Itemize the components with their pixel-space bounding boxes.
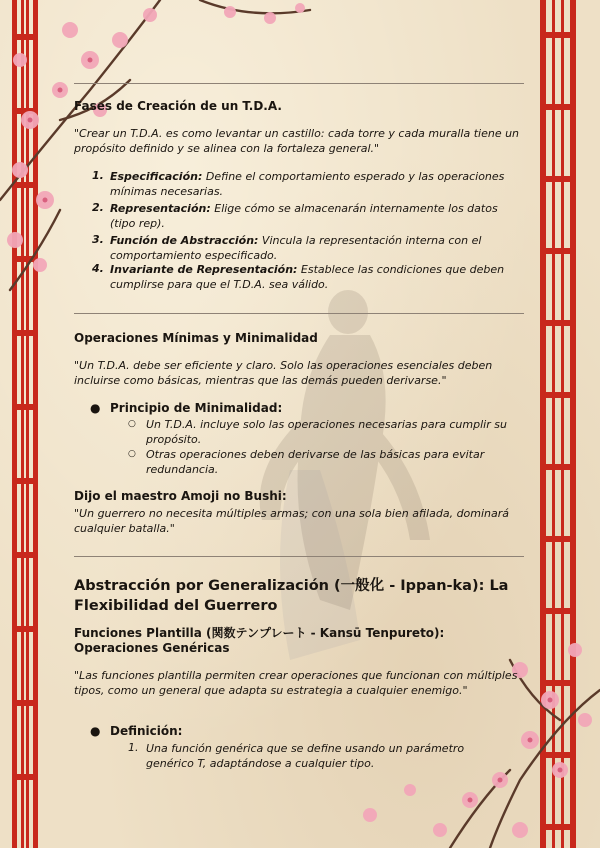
list-item: Especificación: Define el comportamiento esperado y las operaciones mínimas necesarias. — [110, 170, 505, 198]
master-quote: "Un guerrero no necesita múltiples armas; con una sola bien afilada, dominará cualquier batalla." — [74, 507, 510, 535]
section-quote-efficient: "Un T.D.A. debe ser eficiente y claro. Solo las operaciones esenciales deben incluirse como básicas, mientras que las demás pueden derivarse." — [74, 359, 493, 387]
bullet-disc-icon: ● — [90, 724, 101, 738]
list-item: Un T.D.A. incluye solo las operaciones necesarias para cumplir su propósito. — [146, 418, 507, 446]
list-item: Representación: Elige cómo se almacenarán internamente los datos (tipo rep). — [110, 202, 498, 230]
master-heading: Dijo el maestro Amoji no Bushi: — [74, 489, 287, 503]
section-quote-general: "Las funciones plantilla permiten crear operaciones que funcionan con múltiples tipos, como un general que adapta su estrategia a cualquier enemigo." — [74, 669, 518, 697]
divider — [74, 556, 524, 557]
list-item: Otras operaciones deben derivarse de las básicas para evitar redundancia. — [146, 448, 485, 476]
section-heading-operaciones: Operaciones Mínimas y Minimalidad — [74, 331, 318, 345]
list-item: Una función genérica que se define usando un parámetro genérico T, adaptándose a cualquier tipo. — [146, 742, 465, 770]
bullet-circle-icon: ○ — [128, 419, 136, 429]
section-heading-abstraccion: Abstracción por Generalización (一般化 - Ippan-ka): La Flexibilidad del Guerrero — [74, 578, 509, 614]
subsection-heading-plantilla: Funciones Plantilla (関数テンプレート - Kansū Tenpureto): Operaciones Genéricas — [74, 626, 445, 655]
bullet-circle-icon: ○ — [128, 449, 136, 459]
divider — [74, 313, 524, 314]
section-heading-fases: Fases de Creación de un T.D.A. — [74, 99, 282, 113]
list-item: Invariante de Representación: Establece las condiciones que deben cumplirse para que el T.D.A. sea válido. — [110, 263, 505, 291]
list-item: Función de Abstracción: Vincula la representación interna con el comportamiento especificado. — [110, 234, 482, 262]
definition-label: Definición: — [110, 724, 183, 738]
principle-label: Principio de Minimalidad: — [110, 401, 283, 415]
bullet-disc-icon: ● — [90, 401, 101, 415]
divider — [74, 83, 524, 84]
section-quote-castle: "Crear un T.D.A. es como levantar un castillo: cada torre y cada muralla tiene un propósito definido y se alinea con la fortaleza general." — [74, 127, 520, 155]
